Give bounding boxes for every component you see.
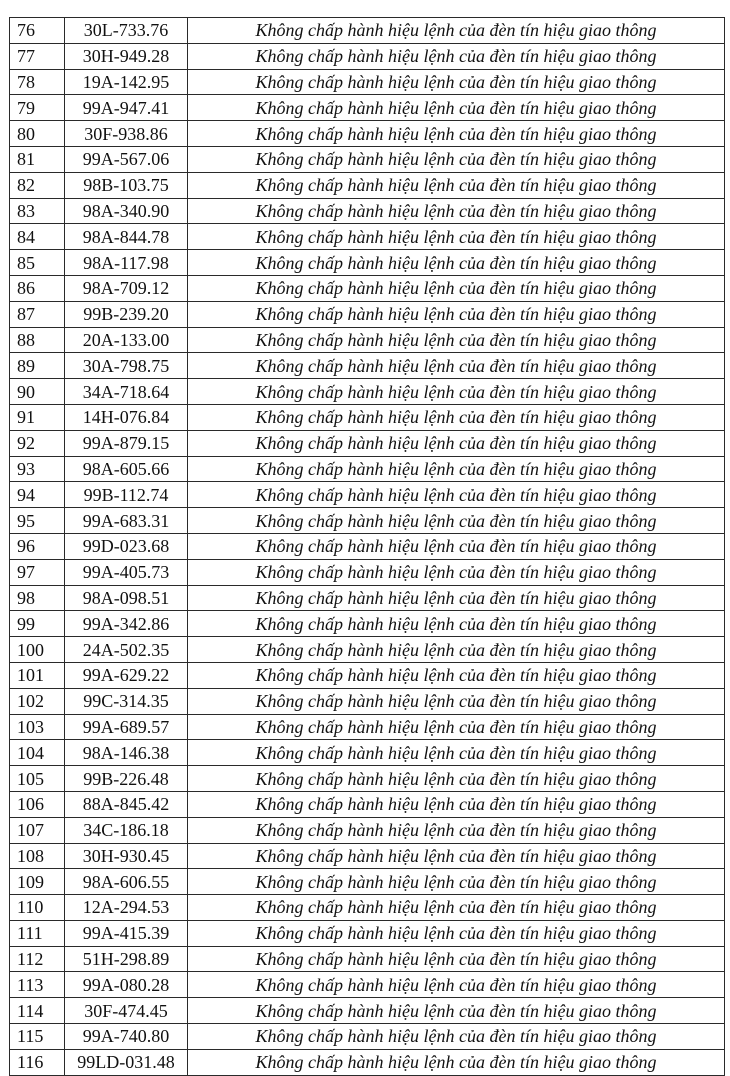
violation-description-cell: Không chấp hành hiệu lệnh của đèn tín hiệu giao thông — [188, 688, 725, 714]
violation-description-cell: Không chấp hành hiệu lệnh của đèn tín hiệu giao thông — [188, 379, 725, 405]
table-row — [10, 172, 725, 198]
violation-description-cell: Không chấp hành hiệu lệnh của đèn tín hiệu giao thông — [188, 43, 725, 69]
row-number-cell: 114 — [10, 998, 65, 1024]
row-number-cell: 83 — [10, 198, 65, 224]
table-row — [10, 766, 725, 792]
table-row — [10, 559, 725, 585]
row-number-cell: 102 — [10, 688, 65, 714]
license-plate-cell: 30A-798.75 — [65, 353, 188, 379]
license-plate-cell: 14H-076.84 — [65, 404, 188, 430]
row-number-cell: 103 — [10, 714, 65, 740]
violation-description-cell: Không chấp hành hiệu lệnh của đèn tín hiệu giao thông — [188, 69, 725, 95]
license-plate-cell: 99C-314.35 — [65, 688, 188, 714]
table-row — [10, 121, 725, 147]
license-plate-cell: 99B-112.74 — [65, 482, 188, 508]
violation-description-cell: Không chấp hành hiệu lệnh của đèn tín hiệu giao thông — [188, 559, 725, 585]
table-row — [10, 920, 725, 946]
row-number-cell: 100 — [10, 637, 65, 663]
row-number-cell: 78 — [10, 69, 65, 95]
row-number-cell: 79 — [10, 95, 65, 121]
table-row — [10, 946, 725, 972]
violation-description-cell: Không chấp hành hiệu lệnh của đèn tín hiệu giao thông — [188, 1024, 725, 1050]
row-number-cell: 108 — [10, 843, 65, 869]
license-plate-cell: 24A-502.35 — [65, 637, 188, 663]
table-row — [10, 637, 725, 663]
violation-description-cell: Không chấp hành hiệu lệnh của đèn tín hiệu giao thông — [188, 198, 725, 224]
row-number-cell: 107 — [10, 817, 65, 843]
violation-description-cell: Không chấp hành hiệu lệnh của đèn tín hiệu giao thông — [188, 920, 725, 946]
license-plate-cell: 98A-606.55 — [65, 869, 188, 895]
violation-description-cell: Không chấp hành hiệu lệnh của đèn tín hiệu giao thông — [188, 172, 725, 198]
row-number-cell: 101 — [10, 662, 65, 688]
license-plate-cell: 30L-733.76 — [65, 18, 188, 44]
license-plate-cell: 99B-226.48 — [65, 766, 188, 792]
license-plate-cell: 34C-186.18 — [65, 817, 188, 843]
violation-description-cell: Không chấp hành hiệu lệnh của đèn tín hiệu giao thông — [188, 972, 725, 998]
table-row — [10, 843, 725, 869]
table-row — [10, 301, 725, 327]
table-row — [10, 224, 725, 250]
license-plate-cell: 20A-133.00 — [65, 327, 188, 353]
row-number-cell: 98 — [10, 585, 65, 611]
table-row — [10, 1024, 725, 1050]
table-row — [10, 275, 725, 301]
violation-description-cell: Không chấp hành hiệu lệnh của đèn tín hiệu giao thông — [188, 430, 725, 456]
table-row — [10, 533, 725, 559]
row-number-cell: 82 — [10, 172, 65, 198]
table-row — [10, 1049, 725, 1075]
violation-description-cell: Không chấp hành hiệu lệnh của đèn tín hiệu giao thông — [188, 843, 725, 869]
table-row — [10, 353, 725, 379]
row-number-cell: 76 — [10, 18, 65, 44]
license-plate-cell: 98A-605.66 — [65, 456, 188, 482]
license-plate-cell: 99A-689.57 — [65, 714, 188, 740]
violation-description-cell: Không chấp hành hiệu lệnh của đèn tín hiệu giao thông — [188, 146, 725, 172]
violation-description-cell: Không chấp hành hiệu lệnh của đèn tín hiệu giao thông — [188, 740, 725, 766]
table-row — [10, 895, 725, 921]
violation-description-cell: Không chấp hành hiệu lệnh của đèn tín hiệu giao thông — [188, 946, 725, 972]
violation-description-cell: Không chấp hành hiệu lệnh của đèn tín hiệu giao thông — [188, 121, 725, 147]
license-plate-cell: 99LD-031.48 — [65, 1049, 188, 1075]
table-row — [10, 508, 725, 534]
table-row — [10, 791, 725, 817]
violation-description-cell: Không chấp hành hiệu lệnh của đèn tín hiệu giao thông — [188, 250, 725, 276]
table-row — [10, 379, 725, 405]
license-plate-cell: 88A-845.42 — [65, 791, 188, 817]
license-plate-cell: 98A-340.90 — [65, 198, 188, 224]
violation-description-cell: Không chấp hành hiệu lệnh của đèn tín hiệu giao thông — [188, 353, 725, 379]
row-number-cell: 87 — [10, 301, 65, 327]
license-plate-cell: 98A-146.38 — [65, 740, 188, 766]
violation-description-cell: Không chấp hành hiệu lệnh của đèn tín hiệu giao thông — [188, 791, 725, 817]
table-row — [10, 817, 725, 843]
row-number-cell: 92 — [10, 430, 65, 456]
row-number-cell: 96 — [10, 533, 65, 559]
license-plate-cell: 51H-298.89 — [65, 946, 188, 972]
violation-description-cell: Không chấp hành hiệu lệnh của đèn tín hiệu giao thông — [188, 482, 725, 508]
table-row — [10, 482, 725, 508]
violation-description-cell: Không chấp hành hiệu lệnh của đèn tín hiệu giao thông — [188, 895, 725, 921]
row-number-cell: 106 — [10, 791, 65, 817]
violation-description-cell: Không chấp hành hiệu lệnh của đèn tín hiệu giao thông — [188, 224, 725, 250]
license-plate-cell: 98B-103.75 — [65, 172, 188, 198]
license-plate-cell: 99A-080.28 — [65, 972, 188, 998]
violation-description-cell: Không chấp hành hiệu lệnh của đèn tín hiệu giao thông — [188, 508, 725, 534]
row-number-cell: 105 — [10, 766, 65, 792]
license-plate-cell: 98A-098.51 — [65, 585, 188, 611]
table-row — [10, 456, 725, 482]
license-plate-cell: 99D-023.68 — [65, 533, 188, 559]
license-plate-cell: 30H-930.45 — [65, 843, 188, 869]
table-row — [10, 972, 725, 998]
row-number-cell: 95 — [10, 508, 65, 534]
license-plate-cell: 99A-415.39 — [65, 920, 188, 946]
row-number-cell: 86 — [10, 275, 65, 301]
license-plate-cell: 99B-239.20 — [65, 301, 188, 327]
table-row — [10, 740, 725, 766]
table-row — [10, 250, 725, 276]
license-plate-cell: 98A-844.78 — [65, 224, 188, 250]
license-plate-cell: 99A-629.22 — [65, 662, 188, 688]
row-number-cell: 109 — [10, 869, 65, 895]
table-row — [10, 430, 725, 456]
table-row — [10, 662, 725, 688]
row-number-cell: 88 — [10, 327, 65, 353]
violation-description-cell: Không chấp hành hiệu lệnh của đèn tín hiệu giao thông — [188, 404, 725, 430]
table-row — [10, 69, 725, 95]
license-plate-cell: 19A-142.95 — [65, 69, 188, 95]
license-plate-cell: 99A-740.80 — [65, 1024, 188, 1050]
row-number-cell: 104 — [10, 740, 65, 766]
violation-description-cell: Không chấp hành hiệu lệnh của đèn tín hiệu giao thông — [188, 817, 725, 843]
violation-description-cell: Không chấp hành hiệu lệnh của đèn tín hiệu giao thông — [188, 456, 725, 482]
violation-description-cell: Không chấp hành hiệu lệnh của đèn tín hiệu giao thông — [188, 662, 725, 688]
violation-description-cell: Không chấp hành hiệu lệnh của đèn tín hiệu giao thông — [188, 533, 725, 559]
row-number-cell: 91 — [10, 404, 65, 430]
row-number-cell: 89 — [10, 353, 65, 379]
table-row — [10, 869, 725, 895]
row-number-cell: 110 — [10, 895, 65, 921]
row-number-cell: 84 — [10, 224, 65, 250]
row-number-cell: 112 — [10, 946, 65, 972]
table-row — [10, 611, 725, 637]
license-plate-cell: 30F-938.86 — [65, 121, 188, 147]
license-plate-cell: 98A-117.98 — [65, 250, 188, 276]
license-plate-cell: 99A-683.31 — [65, 508, 188, 534]
license-plate-cell: 99A-879.15 — [65, 430, 188, 456]
row-number-cell: 77 — [10, 43, 65, 69]
violation-description-cell: Không chấp hành hiệu lệnh của đèn tín hiệu giao thông — [188, 766, 725, 792]
table-row — [10, 404, 725, 430]
violation-description-cell: Không chấp hành hiệu lệnh của đèn tín hiệu giao thông — [188, 18, 725, 44]
row-number-cell: 115 — [10, 1024, 65, 1050]
violation-description-cell: Không chấp hành hiệu lệnh của đèn tín hiệu giao thông — [188, 95, 725, 121]
row-number-cell: 116 — [10, 1049, 65, 1075]
license-plate-cell: 34A-718.64 — [65, 379, 188, 405]
license-plate-cell: 30F-474.45 — [65, 998, 188, 1024]
table-row — [10, 146, 725, 172]
license-plate-cell: 99A-405.73 — [65, 559, 188, 585]
row-number-cell: 97 — [10, 559, 65, 585]
row-number-cell: 99 — [10, 611, 65, 637]
row-number-cell: 85 — [10, 250, 65, 276]
row-number-cell: 111 — [10, 920, 65, 946]
license-plate-cell: 12A-294.53 — [65, 895, 188, 921]
violation-description-cell: Không chấp hành hiệu lệnh của đèn tín hiệu giao thông — [188, 869, 725, 895]
violation-description-cell: Không chấp hành hiệu lệnh của đèn tín hiệu giao thông — [188, 714, 725, 740]
license-plate-cell: 99A-947.41 — [65, 95, 188, 121]
table-row — [10, 95, 725, 121]
row-number-cell: 113 — [10, 972, 65, 998]
license-plate-cell: 99A-567.06 — [65, 146, 188, 172]
table-row — [10, 585, 725, 611]
violation-description-cell: Không chấp hành hiệu lệnh của đèn tín hiệu giao thông — [188, 585, 725, 611]
violation-table-body — [10, 18, 725, 1076]
violation-description-cell: Không chấp hành hiệu lệnh của đèn tín hiệu giao thông — [188, 998, 725, 1024]
violation-description-cell: Không chấp hành hiệu lệnh của đèn tín hiệu giao thông — [188, 637, 725, 663]
table-row — [10, 327, 725, 353]
row-number-cell: 94 — [10, 482, 65, 508]
license-plate-cell: 98A-709.12 — [65, 275, 188, 301]
violation-description-cell: Không chấp hành hiệu lệnh của đèn tín hiệu giao thông — [188, 301, 725, 327]
table-row — [10, 198, 725, 224]
violation-description-cell: Không chấp hành hiệu lệnh của đèn tín hiệu giao thông — [188, 611, 725, 637]
violation-description-cell: Không chấp hành hiệu lệnh của đèn tín hiệu giao thông — [188, 1049, 725, 1075]
row-number-cell: 93 — [10, 456, 65, 482]
license-plate-cell: 99A-342.86 — [65, 611, 188, 637]
violation-description-cell: Không chấp hành hiệu lệnh của đèn tín hiệu giao thông — [188, 327, 725, 353]
table-row — [10, 688, 725, 714]
violation-description-cell: Không chấp hành hiệu lệnh của đèn tín hiệu giao thông — [188, 275, 725, 301]
violation-table — [9, 17, 725, 1076]
row-number-cell: 90 — [10, 379, 65, 405]
row-number-cell: 81 — [10, 146, 65, 172]
table-row — [10, 18, 725, 44]
row-number-cell: 80 — [10, 121, 65, 147]
table-row — [10, 998, 725, 1024]
license-plate-cell: 30H-949.28 — [65, 43, 188, 69]
table-row — [10, 43, 725, 69]
table-row — [10, 714, 725, 740]
